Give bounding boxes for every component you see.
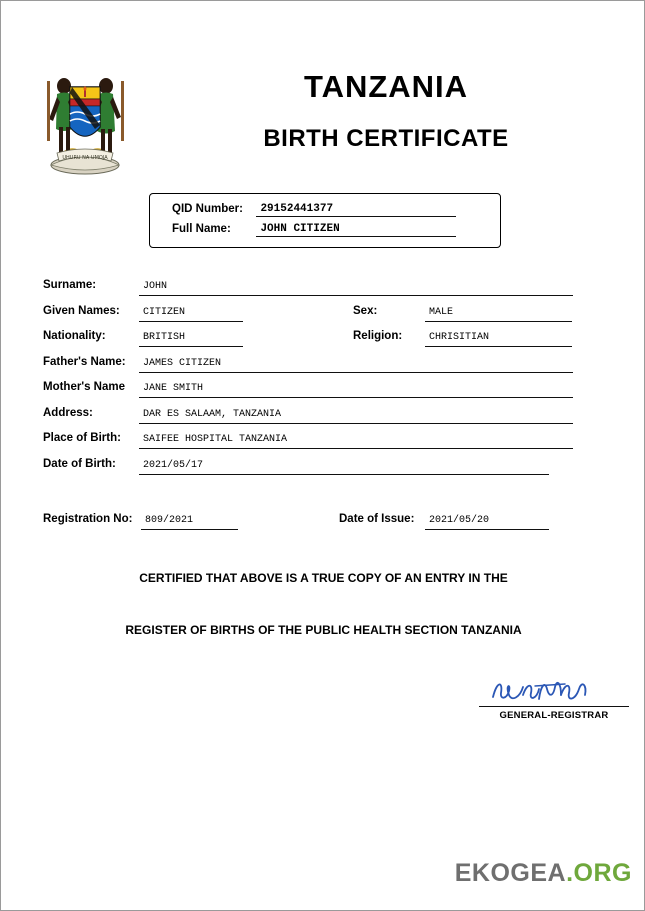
full-name-value: JOHN CITIZEN xyxy=(256,223,456,237)
field-row-date-of-birth xyxy=(1,458,645,484)
date-of-birth-label: Date of Birth: xyxy=(43,457,116,470)
certification-line-2: REGISTER OF BIRTHS OF THE PUBLIC HEALTH SECTION TANZANIA xyxy=(125,623,522,637)
field-row-place-of-birth xyxy=(1,432,645,458)
full-name-label: Full Name: xyxy=(172,223,231,235)
watermark-main-text: EKOGEA xyxy=(454,859,567,887)
date-of-issue-label: Date of Issue: xyxy=(339,513,415,525)
given-names-value: CITIZEN xyxy=(139,305,243,322)
fields-section xyxy=(1,279,645,483)
field-row-address xyxy=(1,407,645,433)
surname-value: JOHN xyxy=(139,279,573,296)
title-block xyxy=(151,69,621,153)
sex-value: MALE xyxy=(425,305,572,322)
fathers-name-label: Father's Name: xyxy=(43,355,126,368)
qid-panel xyxy=(149,193,501,248)
qid-number-value: 29152441377 xyxy=(256,203,456,217)
registration-no-value: 809/2021 xyxy=(141,513,238,530)
sex-label: Sex: xyxy=(353,304,378,317)
address-label: Address: xyxy=(43,406,93,419)
watermark-accent-text: .ORG xyxy=(566,859,632,887)
signature-caption: GENERAL-REGISTRAR xyxy=(499,710,609,721)
surname-label: Surname: xyxy=(43,279,97,291)
field-row-fathers-name xyxy=(1,356,645,382)
date-of-birth-value: 2021/05/17 xyxy=(139,458,549,475)
watermark xyxy=(455,859,632,888)
signature-line xyxy=(479,706,629,707)
address-value: DAR ES SALAAM, TANZANIA xyxy=(139,407,573,424)
field-row-mothers-name xyxy=(1,381,645,407)
svg-text:UHURU NA UMOJA: UHURU NA UMOJA xyxy=(62,155,108,161)
registration-no-label: Registration No: xyxy=(43,513,133,525)
signature-block xyxy=(479,675,629,721)
field-row-given-names xyxy=(1,305,645,331)
mothers-name-label: Mother's Name xyxy=(43,381,125,393)
handwritten-signature-icon xyxy=(479,675,629,705)
given-names-label: Given Names: xyxy=(43,304,120,317)
qid-number-label: QID Number: xyxy=(172,203,243,215)
tanzania-coat-of-arms-icon xyxy=(37,57,133,177)
certificate-header xyxy=(1,49,645,179)
fathers-name-value: JAMES CITIZEN xyxy=(139,356,573,373)
religion-label: Religion: xyxy=(353,330,403,342)
mothers-name-value: JANE SMITH xyxy=(139,381,573,398)
certification-line-1: CERTIFIED THAT ABOVE IS A TRUE COPY OF AN ENTRY IN THE xyxy=(139,571,508,585)
place-of-birth-value: SAIFEE HOSPITAL TANZANIA xyxy=(139,432,573,449)
registration-row xyxy=(1,513,645,538)
field-row-surname xyxy=(1,279,645,305)
document-title: BIRTH CERTIFICATE xyxy=(263,125,509,152)
place-of-birth-label: Place of Birth: xyxy=(43,432,121,444)
full-name-row xyxy=(172,223,456,243)
field-row-nationality xyxy=(1,330,645,356)
qid-number-row xyxy=(172,203,456,223)
nationality-value: BRITISH xyxy=(139,330,243,347)
country-title: TANZANIA xyxy=(303,69,469,104)
nationality-label: Nationality: xyxy=(43,330,106,342)
date-of-issue-value: 2021/05/20 xyxy=(425,513,549,530)
religion-value: CHRISITIAN xyxy=(425,330,572,347)
